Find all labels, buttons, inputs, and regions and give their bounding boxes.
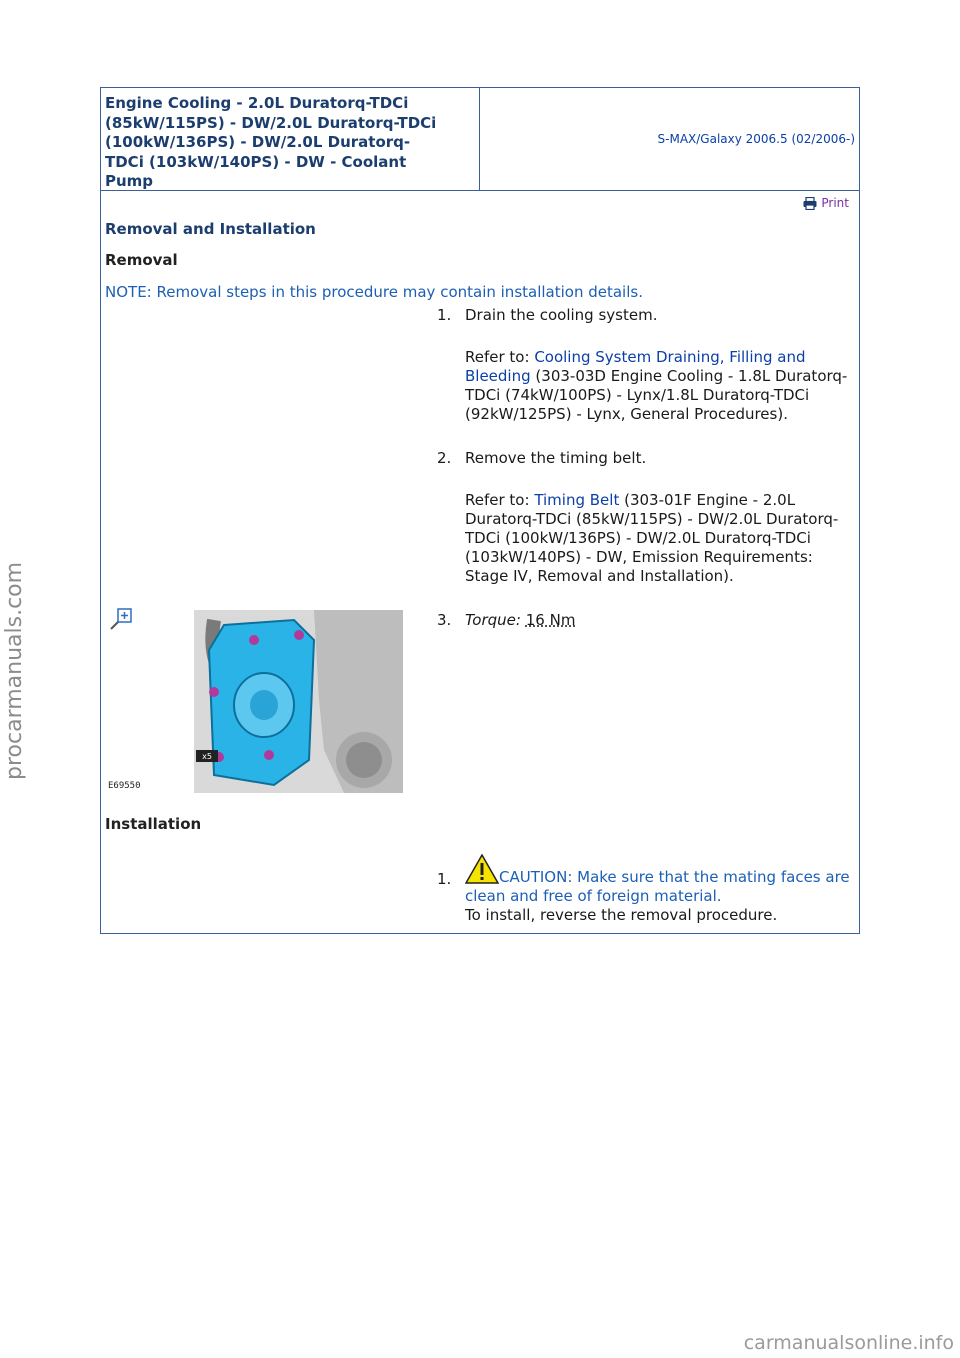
step-reference: [465, 491, 857, 586]
figure: [106, 608, 402, 796]
step-number: 3.: [437, 611, 452, 629]
removal-note: NOTE: Removal steps in this procedure may contain installation details.: [105, 283, 643, 301]
printer-icon: [803, 197, 817, 210]
step-number: 1.: [437, 306, 452, 324]
installation-heading: Installation: [105, 815, 202, 833]
timing-belt-link[interactable]: Timing Belt: [534, 491, 620, 509]
refer-rest: (303-03D Engine Cooling - 1.8L Duratorq-TDCi (74kW/100PS) - Lynx/1.8L Duratorq-TDCi (92kW/125PS) - Lynx, General Procedures).: [465, 367, 848, 423]
model-label: [480, 88, 859, 190]
side-watermark: procarmanuals.com: [2, 561, 27, 780]
print-button[interactable]: [803, 196, 849, 210]
torque-value[interactable]: 16 Nm: [525, 611, 576, 629]
refer-rest: (303-01F Engine - 2.0L Duratorq-TDCi (85kW/115PS) - DW/2.0L Duratorq-TDCi (100kW/136PS) - DW/2.0L Duratorq-TDCi (103kW/140PS) - DW, Emission Requirements: Stage IV, Removal and Installation).: [465, 491, 839, 585]
title-line: Engine Cooling - 2.0L Duratorq-TDCi: [105, 94, 409, 112]
step-text: Drain the cooling system.: [465, 306, 658, 324]
coolant-pump-image: [194, 610, 403, 793]
document-frame: [100, 87, 860, 934]
step-body: [465, 611, 857, 630]
step-number: 1.: [437, 870, 452, 888]
page-title: [101, 88, 480, 190]
zoom-icon[interactable]: [110, 608, 132, 630]
figure-callout: x5: [202, 752, 212, 761]
section-title: Removal and Installation: [105, 220, 316, 238]
warning-icon: [465, 854, 499, 884]
step-body: [465, 854, 857, 925]
title-line: TDCi (103kW/140PS) - DW - Coolant: [105, 152, 407, 171]
header: [101, 88, 859, 191]
print-label: Print: [821, 196, 849, 210]
torque-label: Torque:: [465, 611, 521, 629]
step-number: 2.: [437, 449, 452, 467]
title-line: (100kW/136PS) - DW/2.0L Duratorq-: [105, 133, 411, 151]
model-text: S-MAX/Galaxy 2006.5 (02/2006-): [657, 132, 855, 146]
refer-prefix: Refer to:: [465, 491, 535, 509]
title-line: Pump: [105, 172, 154, 190]
refer-prefix: Refer to:: [465, 348, 535, 366]
step-reference: [465, 348, 857, 424]
step-text: Remove the timing belt.: [465, 449, 647, 467]
step-text: To install, reverse the removal procedure.: [465, 906, 778, 924]
caution-label: CAUTION: Make sure that the mating faces are clean and free of foreign material.: [465, 868, 850, 905]
caution-text: [465, 854, 857, 906]
title-line: (85kW/115PS) - DW/2.0L Duratorq-TDCi: [105, 113, 437, 132]
footer-watermark: carmanualsonline.info: [743, 1332, 954, 1354]
cooling-system-link[interactable]: Cooling System Draining, Filling and Bleeding: [465, 348, 806, 385]
step-body: [465, 306, 857, 424]
step-body: [465, 449, 857, 586]
figure-id: E69550: [108, 781, 141, 791]
removal-heading: Removal: [105, 251, 178, 269]
